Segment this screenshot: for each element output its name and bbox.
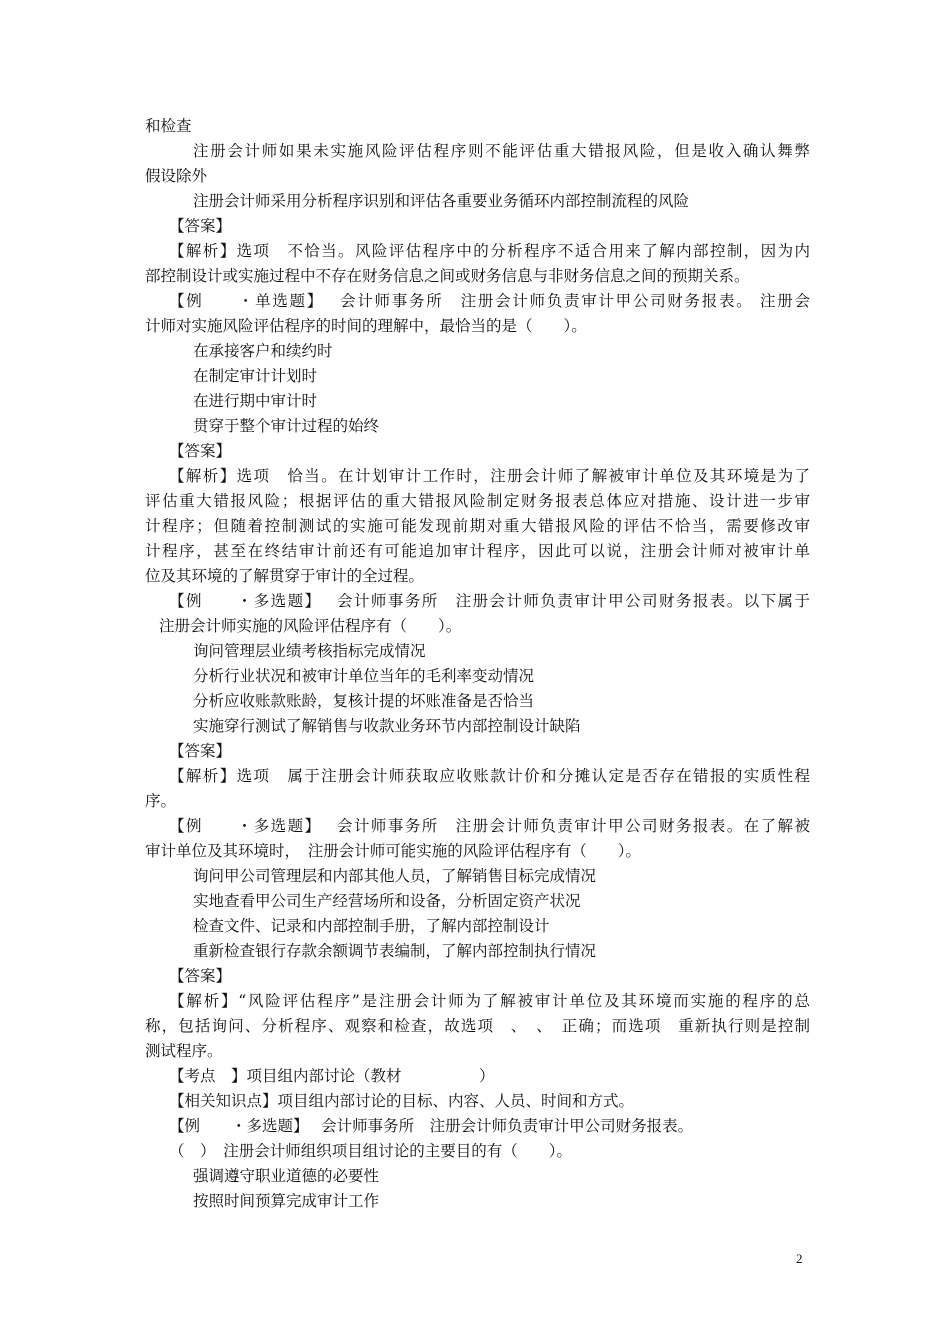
text-line: 计师对实施风险评估程序的时间的理解中，最恰当的是（ ）。 (145, 317, 587, 335)
text-line: 强调遵守职业道德的必要性 (193, 1167, 380, 1185)
text-line: 假设除外 (145, 167, 208, 185)
text-line: 【解析】选项 恰当。在计划审计工作时，注册会计师了解被审计单位及其环境是为了 (169, 467, 810, 485)
text-line: 在进行期中审计时 (193, 392, 318, 410)
text-line: 在承接客户和续约时 (193, 342, 333, 360)
text-line: 【答案】 (169, 967, 232, 985)
text-line: 【相关知识点】项目组内部讨论的目标、内容、人员、时间和方式。 (169, 1092, 635, 1110)
text-line: 【例 ・多选题】 会计师事务所 注册会计师负责审计甲公司财务报表。在了解被 (169, 817, 810, 835)
text-line: 【例 ・多选题】 会计师事务所 注册会计师负责审计甲公司财务报表。以下属于 (169, 592, 810, 610)
text-line: 在制定审计计划时 (193, 367, 318, 385)
text-line: 计程序；但随着控制测试的实施可能发现前期对重大错报风险的评估不恰当，需要修改审 (145, 517, 810, 535)
text-line: 【答案】 (169, 442, 232, 460)
text-line: 注册会计师采用分析程序识别和评估各重要业务循环内部控制流程的风险 (193, 192, 690, 210)
document-body (145, 114, 810, 1214)
text-line: 【解析】选项 不恰当。风险评估程序中的分析程序不适合用来了解内部控制，因为内 (169, 242, 810, 260)
text-line: 【例 ・多选题】 会计师事务所 注册会计师负责审计甲公司财务报表。 (169, 1117, 694, 1135)
text-line: 评估重大错报风险；根据评估的重大错报风险制定财务报表总体应对措施、设计进一步审 (145, 492, 810, 510)
text-line: 计程序，甚至在终结审计前还有可能追加审计程序，因此可以说，注册会计师对被审计单 (145, 542, 810, 560)
text-line: 【答案】 (169, 742, 232, 760)
text-line: 分析应收账款账龄，复核计提的坏账准备是否恰当 (193, 692, 535, 710)
text-line: 注册会计师实施的风险评估程序有（ ）。 (159, 617, 462, 635)
text-line: 部控制设计或实施过程中不存在财务信息之间或财务信息与非财务信息之间的预期关系。 (145, 267, 750, 285)
text-line: 称，包括询问、分析程序、观察和检查，故选项 、 、 正确；而选项 重新执行则是控制 (145, 1017, 810, 1035)
text-line: 分析行业状况和被审计单位当年的毛利率变动情况 (193, 667, 535, 685)
text-line: 【解析】“风险评估程序”是注册会计师为了解被审计单位及其环境而实施的程序的总 (169, 992, 810, 1010)
text-line: 检查文件、记录和内部控制手册，了解内部控制设计 (193, 917, 550, 935)
text-line: 测试程序。 (145, 1042, 223, 1060)
text-line: 【解析】选项 属于注册会计师获取应收账款计价和分摊认定是否存在错报的实质性程 (169, 767, 810, 785)
text-line: 实施穿行测试了解销售与收款业务环节内部控制设计缺陷 (193, 717, 581, 735)
text-line: 【考点 】项目组内部讨论（教材 ） (169, 1067, 495, 1085)
text-line: 询问管理层业绩考核指标完成情况 (193, 642, 426, 660)
text-line: （ ） 注册会计师组织项目组讨论的主要目的有（ ）。 (169, 1142, 573, 1160)
text-line: 序。 (145, 792, 177, 810)
text-line: 重新检查银行存款余额调节表编制，了解内部控制执行情况 (193, 942, 597, 960)
text-line: 【答案】 (169, 217, 232, 235)
text-line: 贯穿于整个审计过程的始终 (193, 417, 380, 435)
text-line: 按照时间预算完成审计工作 (193, 1192, 380, 1210)
text-line: 询问甲公司管理层和内部其他人员，了解销售目标完成情况 (193, 867, 597, 885)
text-line: 审计单位及其环境时， 注册会计师可能实施的风险评估程序有（ ）。 (145, 842, 642, 860)
text-line: 实地查看甲公司生产经营场所和设备，分析固定资产状况 (193, 892, 581, 910)
text-line: 注册会计师如果未实施风险评估程序则不能评估重大错报风险，但是收入确认舞弊 (193, 142, 810, 160)
text-line: 位及其环境的了解贯穿于审计的全过程。 (145, 567, 425, 585)
text-line: 【例 ・单选题】 会计师事务所 注册会计师负责审计甲公司财务报表。 注册会 (169, 292, 810, 310)
page-number: 2 (796, 1251, 803, 1266)
text-line: 和检查 (145, 117, 192, 135)
